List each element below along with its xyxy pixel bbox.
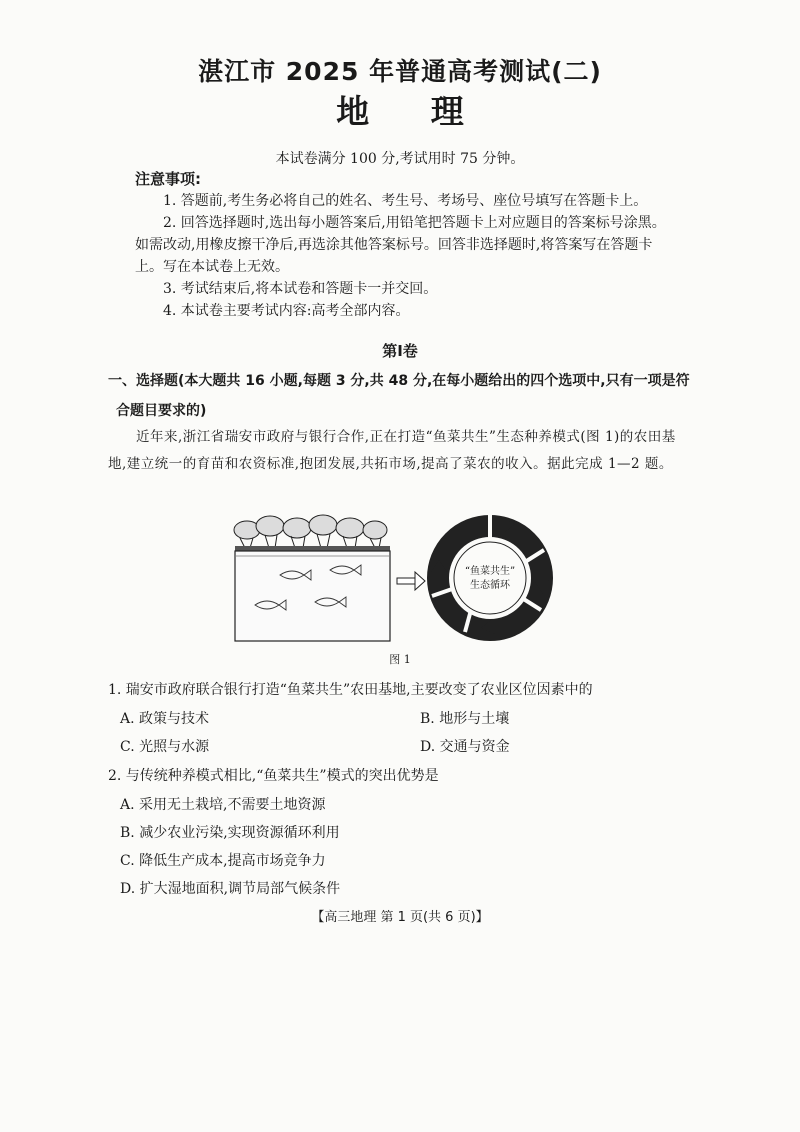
fish-tank bbox=[235, 551, 390, 641]
section-heading-line2: 合题目要求的) bbox=[116, 403, 207, 419]
question-2-option-a: A. 采用无土栽培,不需要土地资源 bbox=[120, 797, 326, 813]
question-2-option-d: D. 扩大湿地面积,调节局部气候条件 bbox=[120, 881, 341, 897]
volume-title: 第Ⅰ卷 bbox=[382, 342, 418, 360]
question-1-option-c: C. 光照与水源 bbox=[120, 739, 210, 755]
exam-title: 湛江市 2025 年普通高考测试(二) bbox=[198, 57, 602, 86]
question-2-option-c: C. 降低生产成本,提高市场竞争力 bbox=[120, 853, 326, 869]
question-1-option-a: A. 政策与技术 bbox=[120, 711, 210, 727]
cycle-center-label-2: 生态循环 bbox=[470, 580, 510, 591]
notice-item-4: 4. 本试卷主要考试内容:高考全部内容。 bbox=[163, 303, 410, 319]
question-1-option-b: B. 地形与土壤 bbox=[420, 711, 510, 727]
cycle-center-label-1: “鱼菜共生” bbox=[464, 566, 516, 577]
question-2-option-b: B. 减少农业污染,实现资源循环利用 bbox=[120, 825, 340, 841]
question-2-stem: 2. 与传统种养模式相比,“鱼菜共生”模式的突出优势是 bbox=[108, 768, 439, 784]
planting-raft bbox=[235, 546, 390, 551]
vegetable-plants-icon bbox=[234, 515, 387, 539]
arrow-right-icon bbox=[397, 572, 425, 590]
plant-stems bbox=[240, 534, 381, 548]
question-1-stem: 1. 瑞安市政府联合银行打造“鱼菜共生”农田基地,主要改变了农业区位因素中的 bbox=[108, 682, 593, 698]
exam-meta: 本试卷满分 100 分,考试用时 75 分钟。 bbox=[275, 151, 525, 167]
question-1-option-d: D. 交通与资金 bbox=[420, 739, 510, 755]
notice-heading: 注意事项: bbox=[135, 170, 201, 188]
figure-caption: 图 1 bbox=[389, 653, 411, 666]
section-heading bbox=[108, 366, 693, 426]
subject-title: 地 理 bbox=[336, 92, 464, 131]
page-footer: 【高三地理 第 1 页(共 6 页)】 bbox=[311, 910, 489, 925]
notice-item-1: 1. 答题前,考生务必将自己的姓名、考生号、考场号、座位号填写在答题卡上。 bbox=[163, 193, 648, 209]
reading-passage: 近年来,浙江省瑞安市政府与银行合作,正在打造“鱼菜共生”生态种养模式(图 1)的农田基地,建立统一的育苗和农资标准,抱团发展,共拓市场,提高了菜农的收入。据此完成 1—2 题。 bbox=[108, 429, 676, 472]
figure-1-aquaponics bbox=[225, 510, 565, 645]
section-heading-line1: 一、选择题(本大题共 16 小题,每题 3 分,共 48 分,在每小题给出的四个选项中,只有一项是符 bbox=[108, 373, 690, 389]
notice-item-2: 2. 回答选择题时,选出每小题答案后,用铅笔把答题卡上对应题目的答案标号涂黑。如需改动,用橡皮擦干净后,再选涂其他答案标号。回答非选择题时,将答案写在答题卡上。写在本试卷上无效。 bbox=[135, 215, 666, 275]
notice-item-3: 3. 考试结束后,将本试卷和答题卡一并交回。 bbox=[163, 281, 438, 297]
